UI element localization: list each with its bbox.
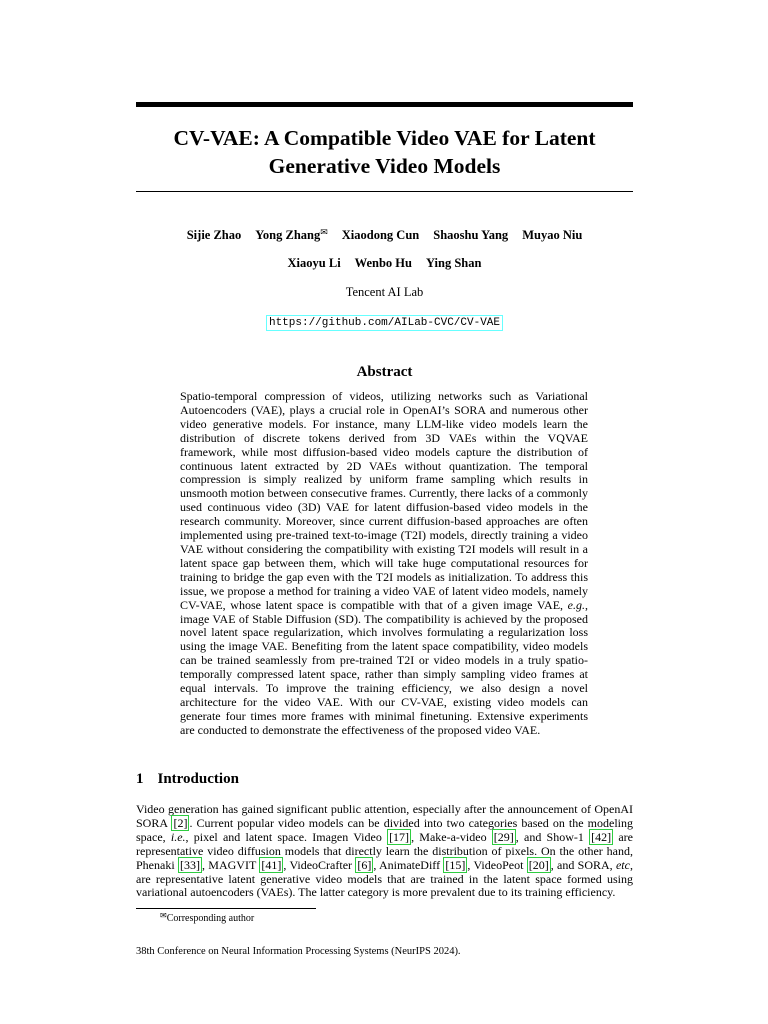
author-name: Xiaodong Cun [341, 228, 420, 242]
citation-link[interactable]: [17] [389, 829, 410, 844]
citation-link[interactable]: [42] [591, 829, 612, 844]
citation-link[interactable]: [2] [173, 815, 188, 830]
citation-link[interactable]: [33] [179, 857, 200, 872]
url-container [136, 312, 633, 331]
envelope-icon: ✉ [160, 911, 167, 920]
github-link[interactable]: https://github.com/AILab-CVC/CV-VAE [266, 315, 503, 331]
citation-link[interactable]: [29] [493, 829, 514, 844]
citation-link[interactable]: [41] [261, 857, 282, 872]
section-title: Introduction [157, 771, 239, 787]
title-line-1: CV-VAE: A Compatible Video VAE for Latent [173, 126, 596, 150]
author-name: Muyao Niu [522, 228, 583, 242]
affiliation: Tencent AI Lab [345, 285, 424, 299]
footnote: ✉Corresponding author [160, 911, 255, 924]
authors-row-1 [136, 227, 633, 243]
conference-footer: 38th Conference on Neural Information Processing Systems (NeurIPS 2024). [136, 946, 461, 957]
footnote-rule [136, 908, 316, 909]
top-rule [136, 102, 633, 107]
author-name: Shaoshu Yang [433, 228, 509, 242]
abstract-text: Spatio-temporal compression of videos, utilizing networks such as Variational Autoencoders (VAE), plays a crucial role in OpenAI’s SORA and numerous other video generative models. For instance, many LLM-like video models learn the distribution of discrete tokens derived from 3D VAEs within the VQVAE framework, while most diffusion-based video models capture the distribution of continuous latent extracted by 2D VAEs without quantization. The temporal compression is simply realized by uniform frame sampling which results in unsmooth motion between consecutive frames. Currently, there lacks of a commonly used continuous video (3D) VAE for latent diffusion-based video models in the research community. Moreover, since current diffusion-based approaches are often implemented using pre-trained text-to-image (T2I) models, directly training a video VAE without considering the compatibility with existing T2I models will result in a latent space gap between them, which will take huge computational resources for training to bridge the gap even with the T2I models as initialization. To address this issue, we propose a method for training a video VAE of latent video models, namely CV-VAE, whose latent space is compatible with that of a given image VAE, e.g., image VAE of Stable Diffusion (SD). The compatibility is achieved by the proposed novel latent space regularization, which involves formulating a regularization loss using the image VAE. Benefiting from the latent space compatibility, video models can be trained seamlessly from pre-trained T2I or video models in a truly spatio-temporally compressed latent space, rather than simply sampling video frames at equal intervals. To improve the training efficiency, we also design a novel architecture for the video VAE. With our CV-VAE, existing video models can generate four times more frames with minimal finetuning. Extensive experiments are conducted to demonstrate the effectiveness of the proposed video VAE. [180, 389, 588, 737]
section-heading [136, 771, 239, 788]
citation-link[interactable]: [15] [445, 857, 466, 872]
author-name: Wenbo Hu [354, 256, 412, 270]
author-name: Yong Zhang✉ [255, 227, 328, 242]
citation-link[interactable]: [20] [528, 857, 549, 872]
title-line-2: Generative Video Models [268, 154, 501, 178]
paper-title [136, 124, 633, 180]
section-number: 1 [136, 771, 144, 787]
abstract-heading: Abstract [356, 364, 413, 380]
authors-row-2 [136, 256, 633, 271]
citation-link[interactable]: [6] [357, 857, 372, 872]
envelope-icon: ✉ [320, 227, 328, 237]
title-rule [136, 191, 633, 192]
author-name: Ying Shan [425, 256, 482, 270]
intro-paragraph: Video generation has gained significant public attention, especially after the announcement of OpenAI SORA [2] . Current popular video models can be divided into two categories based on the modeling space, i.e., pixel and latent space. Imagen Video [17] , Make-a-video [29] , and Show-1 [42] are representative video diffusion models that directly learn the distribution of pixels. On the other hand, Phenaki [33] , MAGVIT [41] , VideoCrafter [6] , AnimateDiff [15] , VideoPeot [20] , and SORA, etc, are representative latent generative video models that are trained in the latent space formed using variational autoencoders (VAEs). The latter category is more prevalent due to its training efficiency. [136, 802, 633, 900]
author-name: Sijie Zhao [186, 228, 242, 242]
author-name: Xiaoyu Li [287, 256, 341, 270]
